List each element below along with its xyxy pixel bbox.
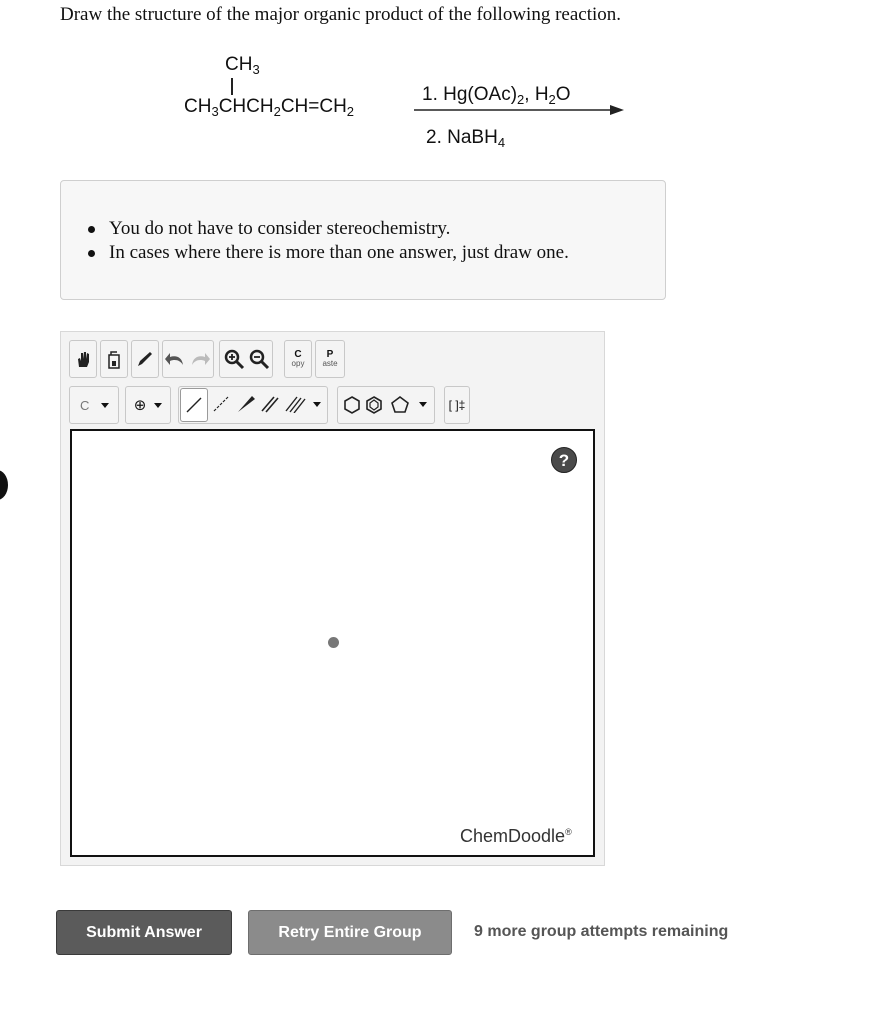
instruction-item: In cases where there is more than one answer, just draw one. <box>109 242 569 263</box>
bracket-button[interactable] <box>444 386 470 424</box>
ring-dropdown-button[interactable] <box>419 402 427 407</box>
cyclohexane-icon <box>342 395 362 415</box>
branch-methyl: $CH_3$ <box>225 54 260 77</box>
pencil-icon <box>136 350 154 368</box>
reaction-arrow <box>414 103 626 117</box>
hashed-bond-icon <box>211 395 231 413</box>
benzene-button[interactable] <box>364 395 384 420</box>
benzene-icon <box>364 395 384 415</box>
bond-dropdown-button[interactable] <box>313 402 321 407</box>
chevron-down-icon <box>154 403 162 408</box>
cyclopentane-icon <box>390 395 410 415</box>
undo-icon <box>164 349 186 369</box>
atom-label-dropdown[interactable] <box>69 386 119 424</box>
registered-mark: ® <box>565 827 572 837</box>
atom-label: C <box>80 397 90 413</box>
chemdoodle-logo <box>460 826 572 847</box>
retry-group-button[interactable]: Retry Entire Group <box>248 910 452 955</box>
cyclohexane-button[interactable] <box>342 395 362 420</box>
help-button[interactable]: ? <box>551 447 577 473</box>
cyclopentane-button[interactable] <box>390 395 410 420</box>
charge-plus-icon: ⊕ <box>133 396 147 414</box>
charge-dropdown[interactable] <box>125 386 171 424</box>
hashed-bond-button[interactable] <box>211 395 231 418</box>
paste-button[interactable] <box>315 340 345 378</box>
chevron-down-icon <box>419 402 427 407</box>
wedge-bond-icon <box>236 395 256 413</box>
instructions-box <box>60 180 666 300</box>
zoom-out-button[interactable] <box>248 348 270 375</box>
undo-button[interactable] <box>164 349 186 374</box>
erase-icon <box>106 349 122 369</box>
redo-icon <box>189 349 211 369</box>
double-bond-icon <box>260 395 280 413</box>
chevron-down-icon <box>101 403 109 408</box>
substrate-formula: $CH_3CHCH_2CH=CH_2$ <box>184 96 355 119</box>
double-bond-button[interactable] <box>260 395 280 418</box>
branch-bond <box>231 78 233 95</box>
hand-icon <box>75 350 91 368</box>
reagent-step2: 2. NaBH$_4$ <box>426 127 506 150</box>
instruction-item: You do not have to consider stereochemistry. <box>109 217 569 241</box>
paste-label-bottom: aste <box>322 359 338 368</box>
wedge-bond-button[interactable] <box>236 395 256 418</box>
edge-marker <box>0 470 8 500</box>
copy-label-bottom: opy <box>291 359 305 368</box>
single-bond-icon <box>185 396 203 414</box>
single-bond-button[interactable] <box>180 388 208 422</box>
copy-button[interactable] <box>284 340 312 378</box>
instructions-list <box>109 217 569 265</box>
paste-label-top: P <box>326 349 334 360</box>
reaction-scheme <box>0 0 896 170</box>
zoom-in-button[interactable] <box>223 348 245 375</box>
attempts-remaining: 9 more group attempts remaining <box>474 923 729 940</box>
triple-bond-button[interactable] <box>284 395 306 418</box>
redo-button[interactable] <box>189 349 211 374</box>
hand-tool-button[interactable] <box>69 340 97 378</box>
reagent-step1: 1. $Hg(OAc)_2$, $H_2O$ <box>422 84 571 107</box>
zoom-in-icon <box>223 348 245 370</box>
submit-answer-button[interactable]: Submit Answer <box>56 910 232 955</box>
copy-label-top: C <box>294 349 302 360</box>
canvas-cursor-dot <box>328 637 339 648</box>
erase-tool-button[interactable] <box>100 340 128 378</box>
question-text: Draw the structure of the major organic product of the following reaction. <box>60 4 622 25</box>
bracket-label: [ ]‡ <box>448 398 466 412</box>
pencil-tool-button[interactable] <box>131 340 159 378</box>
brand-name: ChemDoodle <box>460 826 566 846</box>
zoom-out-icon <box>248 348 270 370</box>
chevron-down-icon <box>313 402 321 407</box>
triple-bond-icon <box>284 395 306 413</box>
